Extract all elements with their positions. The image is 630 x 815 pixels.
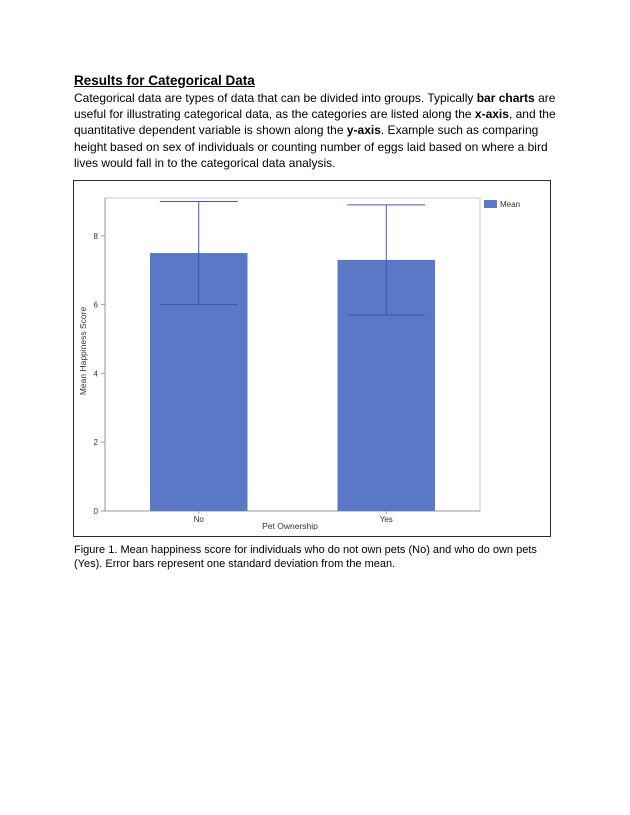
paragraph-text-2: are useful for illustrating categorical data, as the categories are listed along the <box>74 91 556 122</box>
figure-caption: Figure 1. Mean happiness score for individuals who do not own pets (No) and who do own pets (Yes). Error bars represent one standard deviation from the mean. <box>74 544 537 570</box>
bold-term-bar-charts: bar charts <box>476 91 535 105</box>
y-tick-label: 2 <box>93 438 98 448</box>
paragraph-text-1: Categorical data are types of data that can be divided into groups. Typically <box>74 91 477 105</box>
paragraph-text-3: , and the quantitative dependent variable is shown along the <box>74 107 556 138</box>
section-heading: Results for Categorical Data <box>74 73 255 88</box>
bold-term-x-axis: x-axis <box>474 107 509 122</box>
bar-chart <box>74 181 549 535</box>
figure-frame <box>73 180 551 537</box>
bold-term-y-axis: y-axis <box>346 123 381 138</box>
body-paragraph <box>74 90 556 171</box>
legend-label: Mean <box>500 200 521 209</box>
legend-swatch <box>484 200 497 208</box>
paragraph-text-4: . Example such as comparing height based on sex of individuals or counting number of eggs laid based on where a bird lives would fall in to the categorical data analysis. <box>74 123 548 170</box>
y-tick-label: 4 <box>93 369 98 379</box>
y-tick-label: 6 <box>93 300 98 310</box>
y-tick-label: 8 <box>93 231 98 241</box>
y-axis-label: Mean Happiness Score <box>78 306 88 396</box>
x-axis-label: Pet Ownership <box>262 521 318 531</box>
y-tick-label: 0 <box>93 507 98 516</box>
x-tick-label-no: No <box>193 515 204 524</box>
x-tick-label-yes: Yes <box>379 515 393 524</box>
